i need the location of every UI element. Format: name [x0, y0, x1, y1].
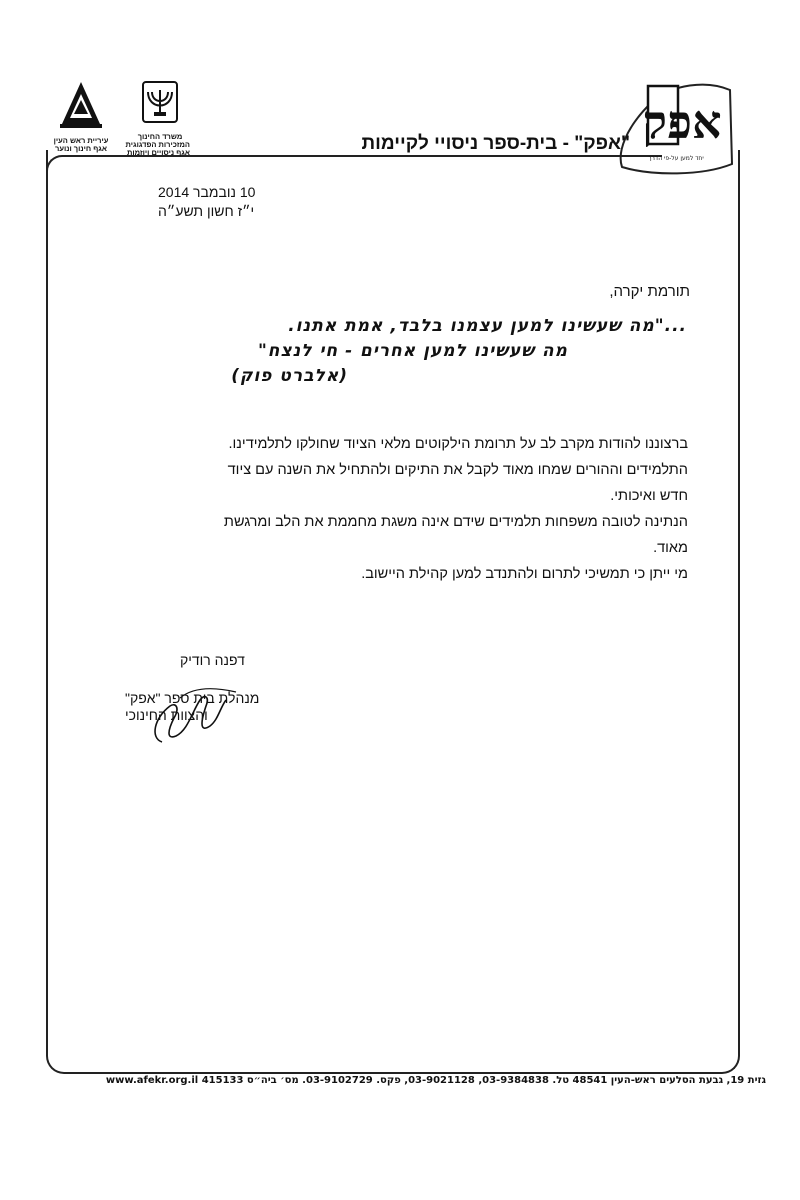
afek-logo-icon	[612, 72, 740, 182]
gregorian-date: 10 נובמבר 2014	[158, 184, 256, 200]
city-logo	[46, 76, 116, 156]
signer-role-line1: מנהלת בית ספר "אפק"	[125, 690, 260, 706]
handwritten-signature	[140, 678, 250, 750]
ministry-logo	[125, 78, 190, 158]
school-title: "אפק" - בית-ספר ניסויי לקיימות	[361, 133, 630, 154]
city-line2: אגף חינוך ונוער	[55, 144, 107, 153]
body-line-5: מאוד.	[653, 540, 688, 556]
hebrew-date: י״ז חשון תשע״ה	[158, 203, 255, 219]
afek-logo-tagline: יחד למען על-פי הדרך	[648, 155, 704, 162]
signer-role-line2: והצוות החינוכי	[125, 707, 208, 723]
salutation: תורמת יקרה,	[609, 283, 690, 300]
ministry-line2: המזכירות הפדגוגית	[125, 140, 190, 149]
afek-logo	[612, 72, 740, 182]
body-line-3: חדש ואיכותי.	[610, 488, 688, 504]
ministry-line3: אגף ניסויים ויוזמות	[126, 148, 190, 157]
ministry-line1: משרד החינוך	[137, 132, 183, 141]
body-line-4: הנתינה לטובה משפחות תלמידים שידם אינה משגת מחממת את הלב ומרגשת	[223, 514, 688, 530]
city-line1: עיריית ראש העין	[53, 136, 109, 145]
afek-logo-text: אפק	[642, 95, 722, 149]
footer-contact: גזית 19, גבעת הסלעים ראש-העין 48541 טל. 03-9384838, 03-9021128, פקס. 03-9102729. מס׳ ביה״ס 415133 www.afekr.org.il	[105, 1075, 766, 1086]
menorah-emblem-icon	[130, 78, 190, 128]
quote-line-1: ..."מה שעשינו למען עצמנו בלבד, אמת אתנו.	[288, 316, 687, 336]
body-line-1: ברצוננו להודות מקרב לב על תרומת הילקוטים מלאי הציוד שחולקו לתלמידינו.	[228, 436, 688, 452]
body-line-6: מי ייתן כי תמשיכי לתרום ולהתנדב למען קהילת היישוב.	[361, 566, 688, 582]
body-line-2: התלמידים וההורים שמחו מאוד לקבל את התיקים ולהתחיל את השנה עם ציוד	[227, 462, 688, 478]
quote-attribution: (אלברט פוק)	[231, 366, 348, 386]
city-emblem-icon	[46, 76, 116, 132]
signer-name: דפנה רודיק	[180, 652, 245, 668]
quote-line-2: מה שעשינו למען אחרים - חי לנצח"	[257, 341, 568, 361]
signature-scribble-icon	[140, 678, 250, 750]
